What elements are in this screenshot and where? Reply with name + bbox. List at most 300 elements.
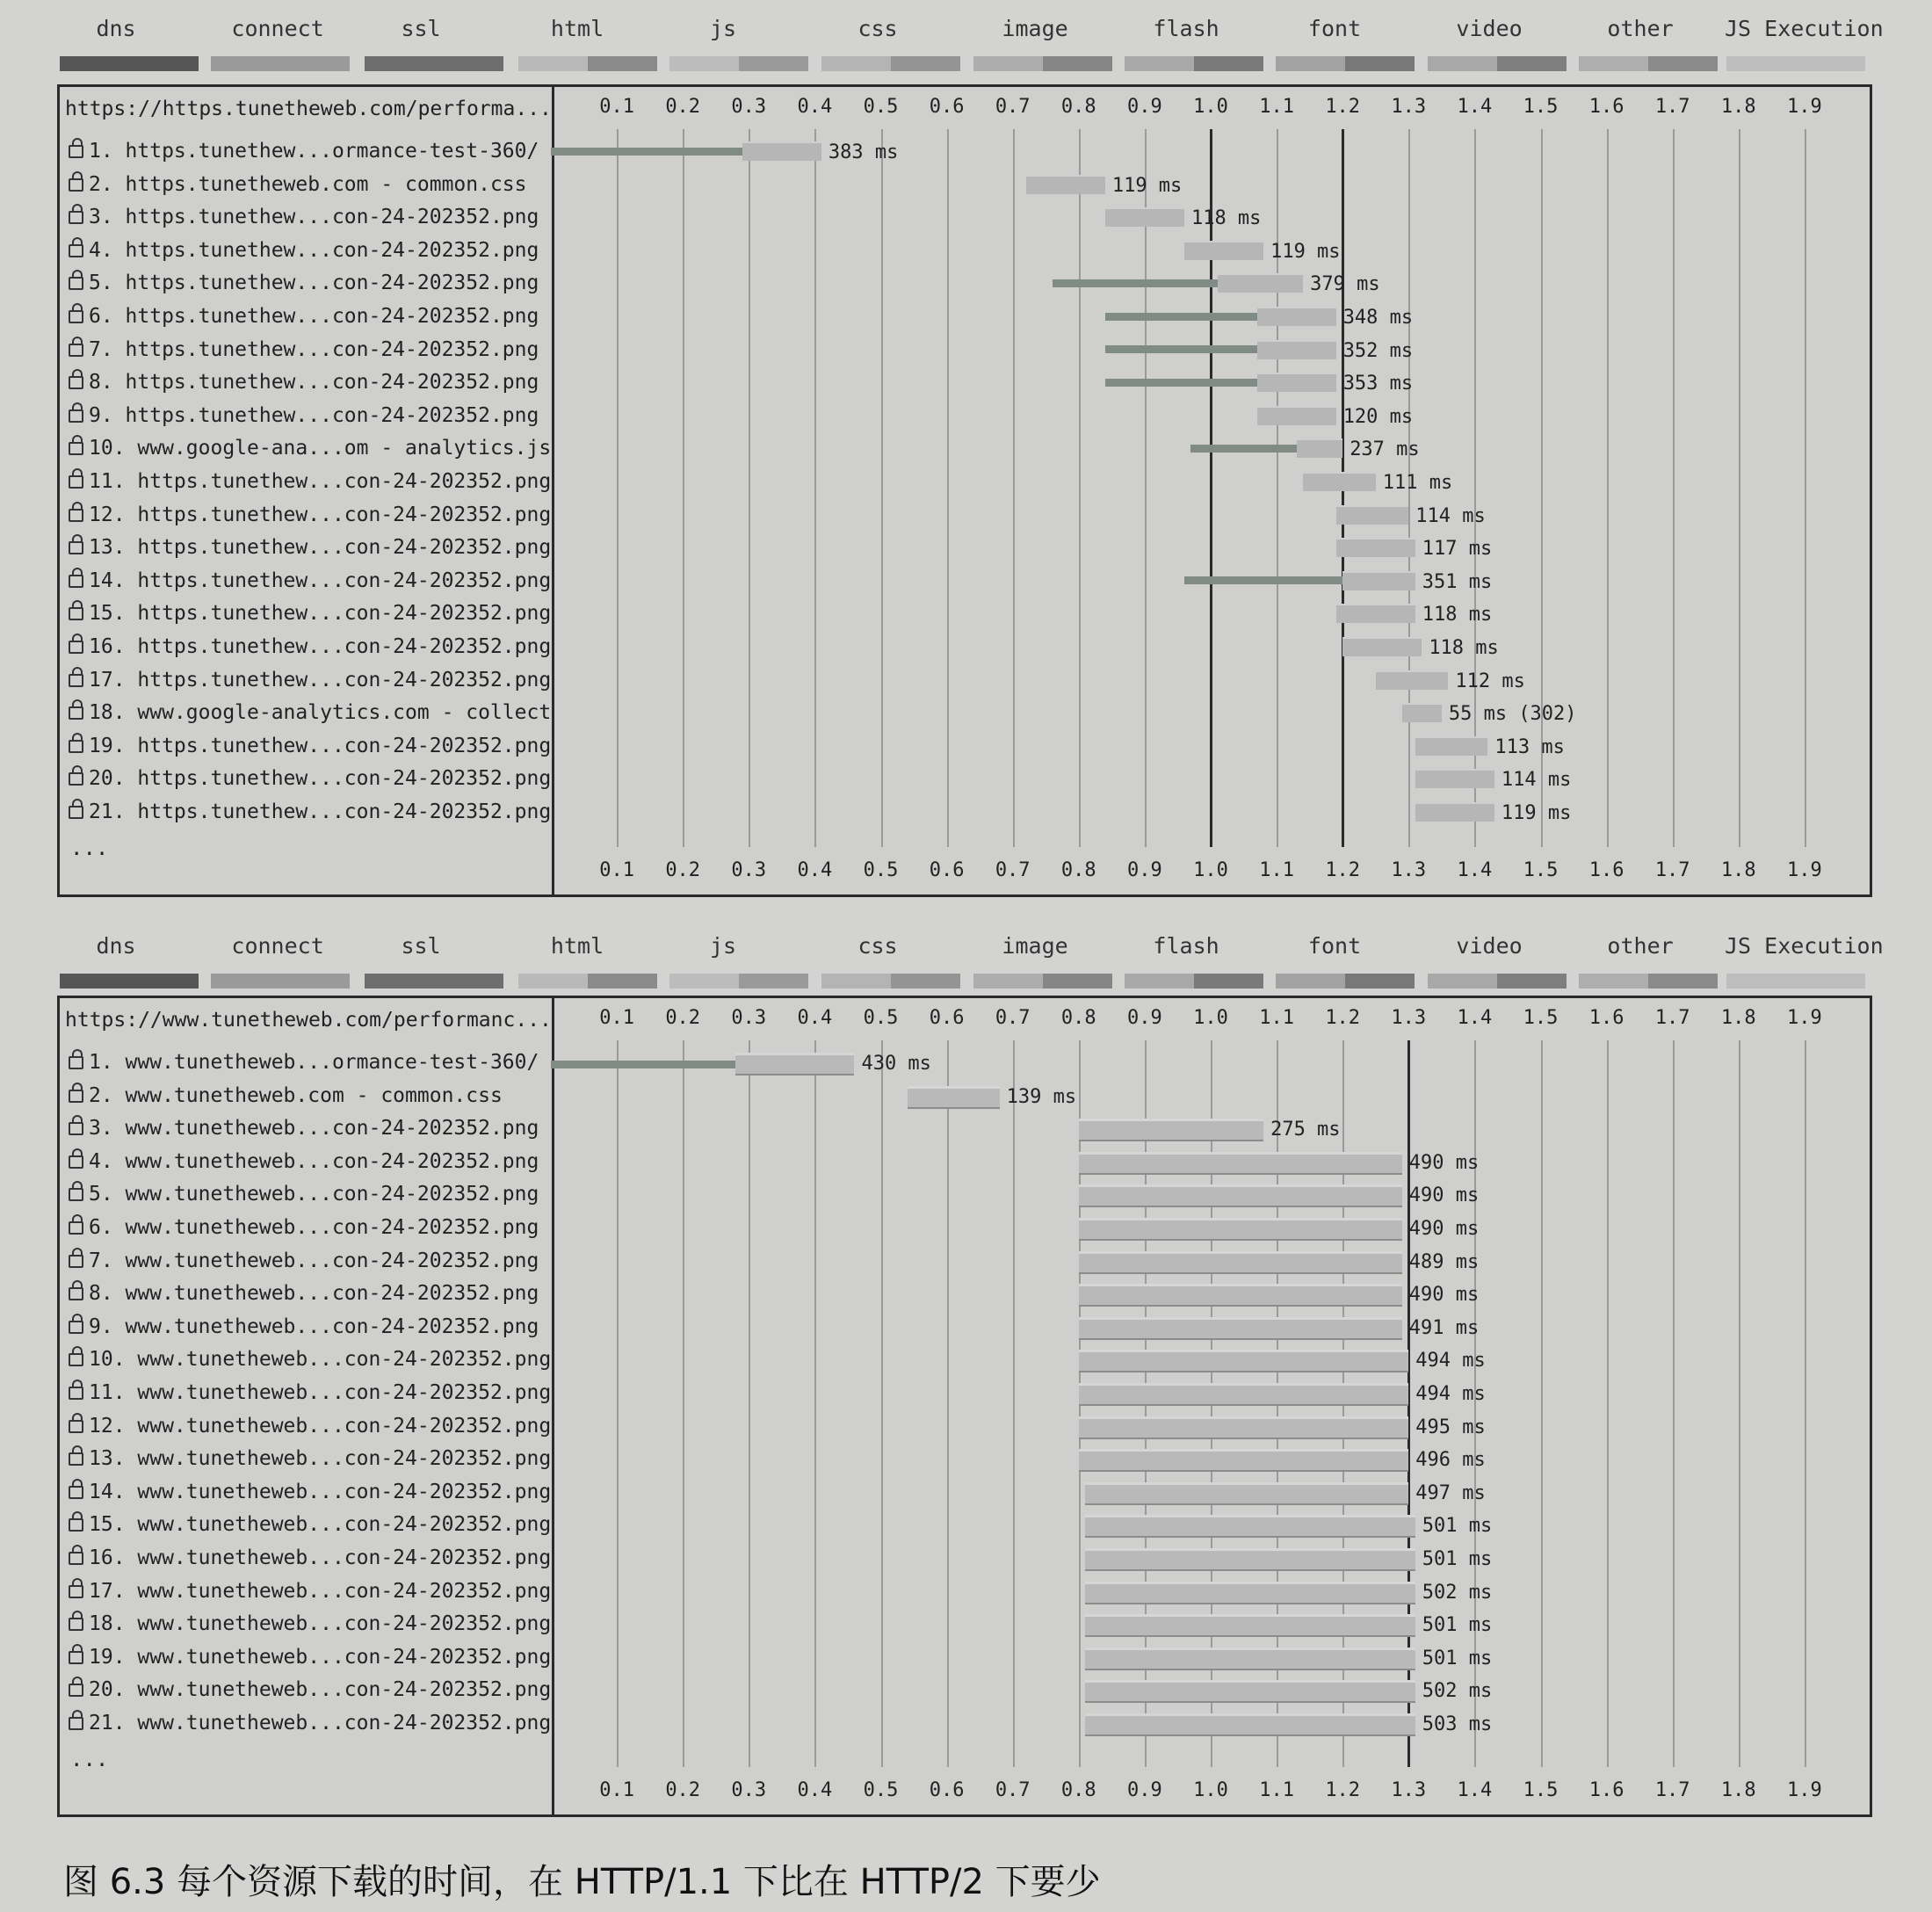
legend-label-video: video — [1456, 16, 1523, 41]
request-url: 14. https.tunethew...con-24-202352.png — [89, 569, 552, 592]
lock-icon — [69, 1122, 83, 1135]
lock-icon — [69, 178, 83, 192]
request-duration: 490 ms — [1408, 1284, 1480, 1307]
label-column-divider — [552, 998, 554, 1814]
lock-icon — [69, 509, 83, 522]
request-duration: 383 ms — [828, 141, 899, 163]
more-rows-ellipsis: ... — [70, 1746, 109, 1771]
bottom-tick-1.1: 1.1 — [1259, 859, 1294, 881]
lock-icon — [69, 607, 83, 620]
bottom-tick-0.7: 0.7 — [995, 1779, 1031, 1801]
request-download-bar — [1079, 1119, 1263, 1141]
request-url: 11. www.tunetheweb...con-24-202352.png — [89, 1381, 552, 1404]
lock-icon — [69, 1090, 83, 1103]
gridline-1.9 — [1805, 1040, 1806, 1767]
top-tick-1.6: 1.6 — [1588, 96, 1624, 118]
top-tick-0.7: 0.7 — [995, 96, 1031, 118]
lock-icon — [69, 211, 83, 224]
request-url: 8. www.tunetheweb...con-24-202352.png — [89, 1282, 539, 1306]
gridline-0.5 — [881, 129, 883, 847]
request-download-bar — [1079, 1218, 1402, 1241]
request-download-bar — [742, 141, 821, 161]
request-duration: 501 ms — [1422, 1614, 1493, 1637]
lock-icon — [69, 1255, 83, 1268]
top-tick-0.6: 0.6 — [929, 96, 965, 118]
gridline-0.6 — [947, 1040, 949, 1767]
request-duration: 379 ms — [1310, 273, 1380, 296]
request-url: 15. www.tunetheweb...con-24-202352.png — [89, 1513, 552, 1537]
gridline-1.7 — [1673, 1040, 1675, 1767]
request-url: 5. https.tunethew...con-24-202352.png — [89, 272, 539, 295]
gridline-1.8 — [1739, 1040, 1740, 1767]
top-tick-0.5: 0.5 — [863, 96, 899, 118]
request-download-bar — [908, 1086, 1000, 1109]
legend-swatch-connect — [211, 56, 350, 71]
request-duration: 117 ms — [1422, 538, 1493, 561]
request-wait-bar — [1105, 379, 1257, 387]
bottom-tick-0.1: 0.1 — [599, 859, 634, 881]
gridline-0.1 — [617, 129, 619, 847]
gridline-0.1 — [617, 1040, 619, 1767]
request-download-bar — [1297, 438, 1343, 458]
request-download-bar — [1085, 1582, 1415, 1604]
top-tick-1.3: 1.3 — [1391, 1007, 1427, 1029]
request-row-label — [69, 1447, 551, 1470]
gridline-1.9 — [1805, 129, 1806, 847]
lock-icon — [69, 1287, 83, 1300]
request-download-bar — [1105, 207, 1184, 227]
more-rows-ellipsis: ... — [70, 835, 109, 860]
request-url: 16. https.tunethew...con-24-202352.png — [89, 635, 552, 658]
gridline-0.6 — [947, 129, 949, 847]
header-url: https://https.tunetheweb.com/performa... — [65, 98, 552, 120]
request-duration: 275 ms — [1270, 1119, 1341, 1141]
bottom-tick-1.9: 1.9 — [1787, 1779, 1822, 1801]
request-duration: 501 ms — [1422, 1548, 1493, 1570]
request-duration: 496 ms — [1415, 1449, 1486, 1472]
request-row-label — [69, 1678, 551, 1701]
request-url: 15. https.tunethew...con-24-202352.png — [89, 602, 552, 626]
lock-icon — [69, 475, 83, 489]
event-marker-line — [1210, 129, 1212, 847]
legend-label-flash: flash — [1153, 933, 1219, 959]
legend-swatch-other — [1579, 974, 1718, 989]
header-url: https://www.tunetheweb.com/performanc... — [65, 1009, 552, 1032]
request-duration: 351 ms — [1422, 570, 1493, 593]
gridline-0.3 — [749, 1040, 750, 1767]
legend-label-video: video — [1456, 933, 1523, 959]
request-url: 2. www.tunetheweb.com - common.css — [89, 1083, 503, 1107]
request-download-bar — [1376, 670, 1449, 690]
bottom-tick-1.1: 1.1 — [1259, 1779, 1294, 1801]
request-row-label — [69, 1415, 551, 1438]
request-download-bar — [1079, 1284, 1402, 1307]
request-wait-bar — [1190, 445, 1296, 453]
request-row-label — [69, 602, 551, 625]
request-duration: 489 ms — [1408, 1250, 1480, 1273]
top-tick-0.3: 0.3 — [731, 96, 767, 118]
request-download-bar — [1342, 637, 1422, 656]
request-url: 13. https.tunethew...con-24-202352.png — [89, 536, 552, 560]
legend-swatch-js-execution — [1726, 974, 1865, 989]
request-download-bar — [1257, 373, 1336, 392]
request-row-label — [69, 536, 551, 559]
waterfall-panel-1 — [57, 84, 1872, 897]
request-wait-bar — [551, 1061, 735, 1068]
request-url: 18. www.tunetheweb...con-24-202352.png — [89, 1612, 552, 1636]
request-duration: 490 ms — [1408, 1151, 1480, 1174]
legend-swatch-flash — [1125, 56, 1263, 71]
request-row-label — [69, 140, 539, 163]
top-tick-1.5: 1.5 — [1523, 1007, 1559, 1029]
bottom-tick-1.6: 1.6 — [1588, 859, 1624, 881]
request-row-label — [69, 1546, 551, 1569]
lock-icon — [69, 806, 83, 819]
request-download-bar — [1085, 1648, 1415, 1670]
figure-caption: 图 6.3 每个资源下载的时间，在 HTTP/1.1 下比在 HTTP/2 下要少 — [63, 1862, 1101, 1902]
legend-swatch-dns — [60, 56, 199, 71]
lock-icon — [69, 442, 83, 455]
request-url: 9. https.tunethew...con-24-202352.png — [89, 403, 539, 427]
legend-label-css: css — [857, 933, 898, 959]
top-tick-1.6: 1.6 — [1588, 1007, 1624, 1029]
bottom-tick-1.5: 1.5 — [1523, 1779, 1559, 1801]
request-row-label — [69, 1150, 539, 1173]
request-download-bar — [1079, 1350, 1409, 1372]
request-row-label — [69, 1580, 551, 1603]
top-tick-1.1: 1.1 — [1259, 1007, 1294, 1029]
request-duration: 494 ms — [1415, 1383, 1486, 1405]
request-duration: 352 ms — [1342, 339, 1414, 362]
legend-label-other: other — [1607, 16, 1674, 41]
request-wait-bar — [1105, 313, 1257, 321]
request-download-bar — [1079, 1317, 1402, 1340]
top-tick-1.9: 1.9 — [1787, 96, 1822, 118]
request-url: 21. https.tunethew...con-24-202352.png — [89, 800, 552, 823]
bottom-tick-0.2: 0.2 — [665, 1779, 701, 1801]
lock-icon — [69, 1155, 83, 1169]
bottom-tick-1.0: 1.0 — [1193, 1779, 1228, 1801]
gridline-0.2 — [683, 129, 684, 847]
bottom-tick-0.4: 0.4 — [797, 1779, 833, 1801]
request-download-bar — [1085, 1548, 1415, 1571]
request-download-bar — [1079, 1449, 1409, 1472]
request-duration: 348 ms — [1342, 307, 1414, 329]
request-url: 3. www.tunetheweb...con-24-202352.png — [89, 1117, 539, 1141]
request-row-label — [69, 800, 551, 823]
request-url: 19. www.tunetheweb...con-24-202352.png — [89, 1645, 552, 1669]
bottom-tick-1.7: 1.7 — [1654, 859, 1690, 881]
request-url: 8. https.tunethew...con-24-202352.png — [89, 371, 539, 395]
request-url: 18. www.google-analytics.com - collect — [89, 701, 552, 725]
request-row-label — [69, 1249, 539, 1272]
request-duration: 502 ms — [1422, 1581, 1493, 1604]
bottom-tick-1.0: 1.0 — [1193, 859, 1228, 881]
request-row-label — [69, 1381, 551, 1404]
legend-label-dns: dns — [96, 16, 136, 41]
request-row-label — [69, 437, 551, 460]
gridline-1.5 — [1541, 1040, 1543, 1767]
request-row-label — [69, 1216, 539, 1239]
bottom-tick-1.5: 1.5 — [1523, 859, 1559, 881]
request-duration: 114 ms — [1415, 504, 1486, 527]
request-row-label — [69, 767, 551, 790]
request-row-label — [69, 735, 551, 757]
request-url: 20. www.tunetheweb...con-24-202352.png — [89, 1678, 552, 1702]
request-row-label — [69, 669, 551, 692]
legend-label-font: font — [1307, 933, 1362, 959]
bottom-tick-1.9: 1.9 — [1787, 859, 1822, 881]
request-url: 21. www.tunetheweb...con-24-202352.png — [89, 1712, 552, 1735]
request-download-bar — [1085, 1515, 1415, 1538]
top-tick-1.7: 1.7 — [1654, 96, 1690, 118]
top-tick-0.8: 0.8 — [1060, 96, 1096, 118]
request-url: 6. https.tunethew...con-24-202352.png — [89, 305, 539, 328]
gridline-0.7 — [1013, 1040, 1015, 1767]
request-duration: 112 ms — [1455, 670, 1525, 692]
gridline-1.8 — [1739, 129, 1740, 847]
bottom-tick-0.4: 0.4 — [797, 859, 833, 881]
gridline-0.4 — [814, 129, 816, 847]
request-duration: 502 ms — [1422, 1680, 1493, 1703]
gridline-0.3 — [749, 129, 750, 847]
legend-swatch-html — [518, 56, 657, 71]
legend-label-html: html — [550, 16, 604, 41]
request-row-label — [69, 173, 527, 196]
legend-swatch-connect — [211, 974, 350, 989]
request-row-label — [69, 1117, 539, 1140]
legend-label-js: js — [709, 16, 737, 41]
top-tick-0.8: 0.8 — [1060, 1007, 1096, 1029]
request-url: 4. https.tunethew...con-24-202352.png — [89, 238, 539, 262]
bottom-tick-0.2: 0.2 — [665, 859, 701, 881]
legend-label-font: font — [1307, 16, 1362, 41]
request-row-label — [69, 239, 539, 262]
top-tick-0.2: 0.2 — [665, 1007, 701, 1029]
legend-swatch-video — [1428, 56, 1567, 71]
request-url: 16. www.tunetheweb...con-24-202352.png — [89, 1546, 552, 1569]
request-duration: 430 ms — [861, 1053, 931, 1075]
request-wait-bar — [1105, 345, 1257, 353]
request-row-label — [69, 1646, 551, 1669]
request-url: 5. www.tunetheweb...con-24-202352.png — [89, 1183, 539, 1206]
top-tick-1.4: 1.4 — [1457, 96, 1493, 118]
top-tick-1.8: 1.8 — [1720, 1007, 1756, 1029]
request-url: 3. https.tunethew...con-24-202352.png — [89, 206, 539, 229]
request-download-bar — [1085, 1482, 1408, 1505]
request-row-label — [69, 1712, 551, 1735]
request-url: 10. www.google-ana...om - analytics.js — [89, 437, 552, 460]
bottom-tick-0.8: 0.8 — [1060, 1779, 1096, 1801]
request-duration: 501 ms — [1422, 1515, 1493, 1538]
legend-label-ssl: ssl — [401, 16, 441, 41]
bottom-tick-1.6: 1.6 — [1588, 1779, 1624, 1801]
request-download-bar — [1218, 273, 1304, 293]
lock-icon — [69, 409, 83, 423]
legend-label-js-execution: JS Execution — [1725, 933, 1884, 959]
request-duration: 497 ms — [1415, 1481, 1486, 1504]
request-download-bar — [1079, 1152, 1402, 1175]
bottom-tick-1.2: 1.2 — [1325, 859, 1361, 881]
legend-label-connect: connect — [231, 933, 324, 959]
request-download-bar — [1415, 802, 1494, 822]
request-duration: 119 ms — [1111, 174, 1183, 197]
request-url: 10. www.tunetheweb...con-24-202352.png — [89, 1348, 552, 1372]
lock-icon — [69, 641, 83, 654]
legend-label-dns: dns — [96, 933, 136, 959]
request-duration: 55 ms (302) — [1448, 703, 1577, 726]
request-duration: 501 ms — [1422, 1647, 1493, 1669]
lock-icon — [69, 310, 83, 323]
gridline-1.6 — [1607, 129, 1609, 847]
request-row-label — [69, 1183, 539, 1206]
request-download-bar — [1415, 736, 1488, 756]
lock-icon — [69, 1585, 83, 1598]
legend-swatch-video — [1428, 974, 1567, 989]
bottom-tick-0.7: 0.7 — [995, 859, 1031, 881]
bottom-tick-1.4: 1.4 — [1457, 859, 1493, 881]
request-duration: 119 ms — [1501, 802, 1572, 824]
lock-icon — [69, 541, 83, 554]
request-row-label — [69, 569, 551, 592]
top-tick-1.7: 1.7 — [1654, 1007, 1690, 1029]
top-tick-1.0: 1.0 — [1193, 1007, 1228, 1029]
lock-icon — [69, 1618, 83, 1631]
top-tick-0.6: 0.6 — [929, 1007, 965, 1029]
bottom-tick-0.5: 0.5 — [863, 1779, 899, 1801]
request-download-bar — [1184, 241, 1263, 260]
lock-icon — [69, 1684, 83, 1697]
bottom-tick-0.3: 0.3 — [731, 1779, 767, 1801]
legend-swatch-css — [821, 974, 960, 989]
legend-swatch-image — [973, 974, 1112, 989]
request-download-bar — [1085, 1680, 1415, 1703]
label-column-divider — [552, 87, 554, 894]
legend-label-html: html — [550, 933, 604, 959]
request-url: 12. https.tunethew...con-24-202352.png — [89, 503, 552, 526]
lock-icon — [69, 1353, 83, 1366]
request-row-label — [69, 1051, 539, 1074]
request-download-bar — [1415, 769, 1494, 788]
gridline-0.8 — [1079, 129, 1081, 847]
request-url: 2. https.tunetheweb.com - common.css — [89, 172, 527, 196]
request-download-bar — [1085, 1614, 1415, 1637]
request-wait-bar — [1184, 576, 1342, 584]
request-duration: 120 ms — [1342, 405, 1414, 428]
request-url: 6. www.tunetheweb...con-24-202352.png — [89, 1216, 539, 1239]
top-tick-0.5: 0.5 — [863, 1007, 899, 1029]
bottom-tick-1.3: 1.3 — [1391, 1779, 1427, 1801]
request-duration: 118 ms — [1429, 637, 1499, 659]
request-row-label — [69, 1348, 551, 1371]
legend-swatch-font — [1276, 56, 1415, 71]
top-tick-1.2: 1.2 — [1325, 96, 1361, 118]
legend-label-image: image — [1002, 933, 1068, 959]
top-tick-1.1: 1.1 — [1259, 96, 1294, 118]
request-row-label — [69, 338, 539, 361]
request-download-bar — [1079, 1416, 1409, 1439]
top-tick-1.4: 1.4 — [1457, 1007, 1493, 1029]
request-duration: 491 ms — [1408, 1316, 1480, 1339]
bottom-tick-0.9: 0.9 — [1127, 859, 1162, 881]
legend-label-other: other — [1607, 933, 1674, 959]
legend-label-js: js — [709, 933, 737, 959]
top-tick-0.4: 0.4 — [797, 96, 833, 118]
legend-swatch-css — [821, 56, 960, 71]
request-duration: 119 ms — [1270, 240, 1341, 263]
legend-swatch-other — [1579, 56, 1718, 71]
bottom-tick-1.8: 1.8 — [1720, 859, 1756, 881]
request-download-bar — [1336, 604, 1415, 623]
top-tick-1.5: 1.5 — [1523, 96, 1559, 118]
request-url: 1. https.tunethew...ormance-test-360/ — [89, 140, 539, 163]
legend-label-connect: connect — [231, 16, 324, 41]
legend-label-css: css — [857, 16, 898, 41]
request-download-bar — [1079, 1251, 1402, 1274]
bottom-tick-1.8: 1.8 — [1720, 1779, 1756, 1801]
request-row-label — [69, 1513, 551, 1536]
lock-icon — [69, 1221, 83, 1235]
gridline-0.9 — [1145, 129, 1147, 847]
request-duration: 114 ms — [1501, 769, 1572, 792]
gridline-1.1 — [1277, 129, 1278, 847]
request-duration: 118 ms — [1190, 207, 1262, 230]
request-download-bar — [1336, 538, 1415, 557]
request-duration: 495 ms — [1415, 1416, 1486, 1438]
gridline-1.7 — [1673, 129, 1675, 847]
request-duration: 353 ms — [1342, 373, 1414, 395]
request-url: 20. https.tunethew...con-24-202352.png — [89, 767, 552, 791]
request-url: 4. www.tunetheweb...con-24-202352.png — [89, 1149, 539, 1173]
top-tick-0.1: 0.1 — [599, 1007, 634, 1029]
request-download-bar — [735, 1053, 854, 1076]
bottom-tick-1.3: 1.3 — [1391, 859, 1427, 881]
legend-swatch-image — [973, 56, 1112, 71]
request-row-label — [69, 404, 539, 427]
legend-label-flash: flash — [1153, 16, 1219, 41]
request-download-bar — [1336, 505, 1409, 525]
lock-icon — [69, 145, 83, 158]
lock-icon — [69, 740, 83, 753]
request-row-label — [69, 635, 551, 658]
bottom-tick-1.4: 1.4 — [1457, 1779, 1493, 1801]
top-tick-1.8: 1.8 — [1720, 96, 1756, 118]
bottom-tick-1.7: 1.7 — [1654, 1779, 1690, 1801]
legend-label-image: image — [1002, 16, 1068, 41]
legend-swatch-js — [669, 56, 808, 71]
gridline-0.7 — [1013, 129, 1015, 847]
legend-label-js-execution: JS Execution — [1725, 16, 1884, 41]
request-row-label — [69, 503, 551, 526]
request-duration: 237 ms — [1350, 438, 1420, 461]
request-download-bar — [1303, 472, 1376, 491]
lock-icon — [69, 772, 83, 786]
request-wait-bar — [551, 148, 742, 156]
request-download-bar — [1079, 1383, 1409, 1406]
request-duration: 494 ms — [1415, 1350, 1486, 1372]
lock-icon — [69, 1717, 83, 1730]
bottom-tick-0.5: 0.5 — [863, 859, 899, 881]
lock-icon — [69, 277, 83, 290]
lock-icon — [69, 706, 83, 720]
request-download-bar — [1257, 307, 1336, 326]
legend-swatch-html — [518, 974, 657, 989]
lock-icon — [69, 674, 83, 687]
request-url: 7. https.tunethew...con-24-202352.png — [89, 337, 539, 361]
request-duration: 490 ms — [1408, 1184, 1480, 1207]
lock-icon — [69, 1518, 83, 1532]
request-duration: 490 ms — [1408, 1218, 1480, 1240]
